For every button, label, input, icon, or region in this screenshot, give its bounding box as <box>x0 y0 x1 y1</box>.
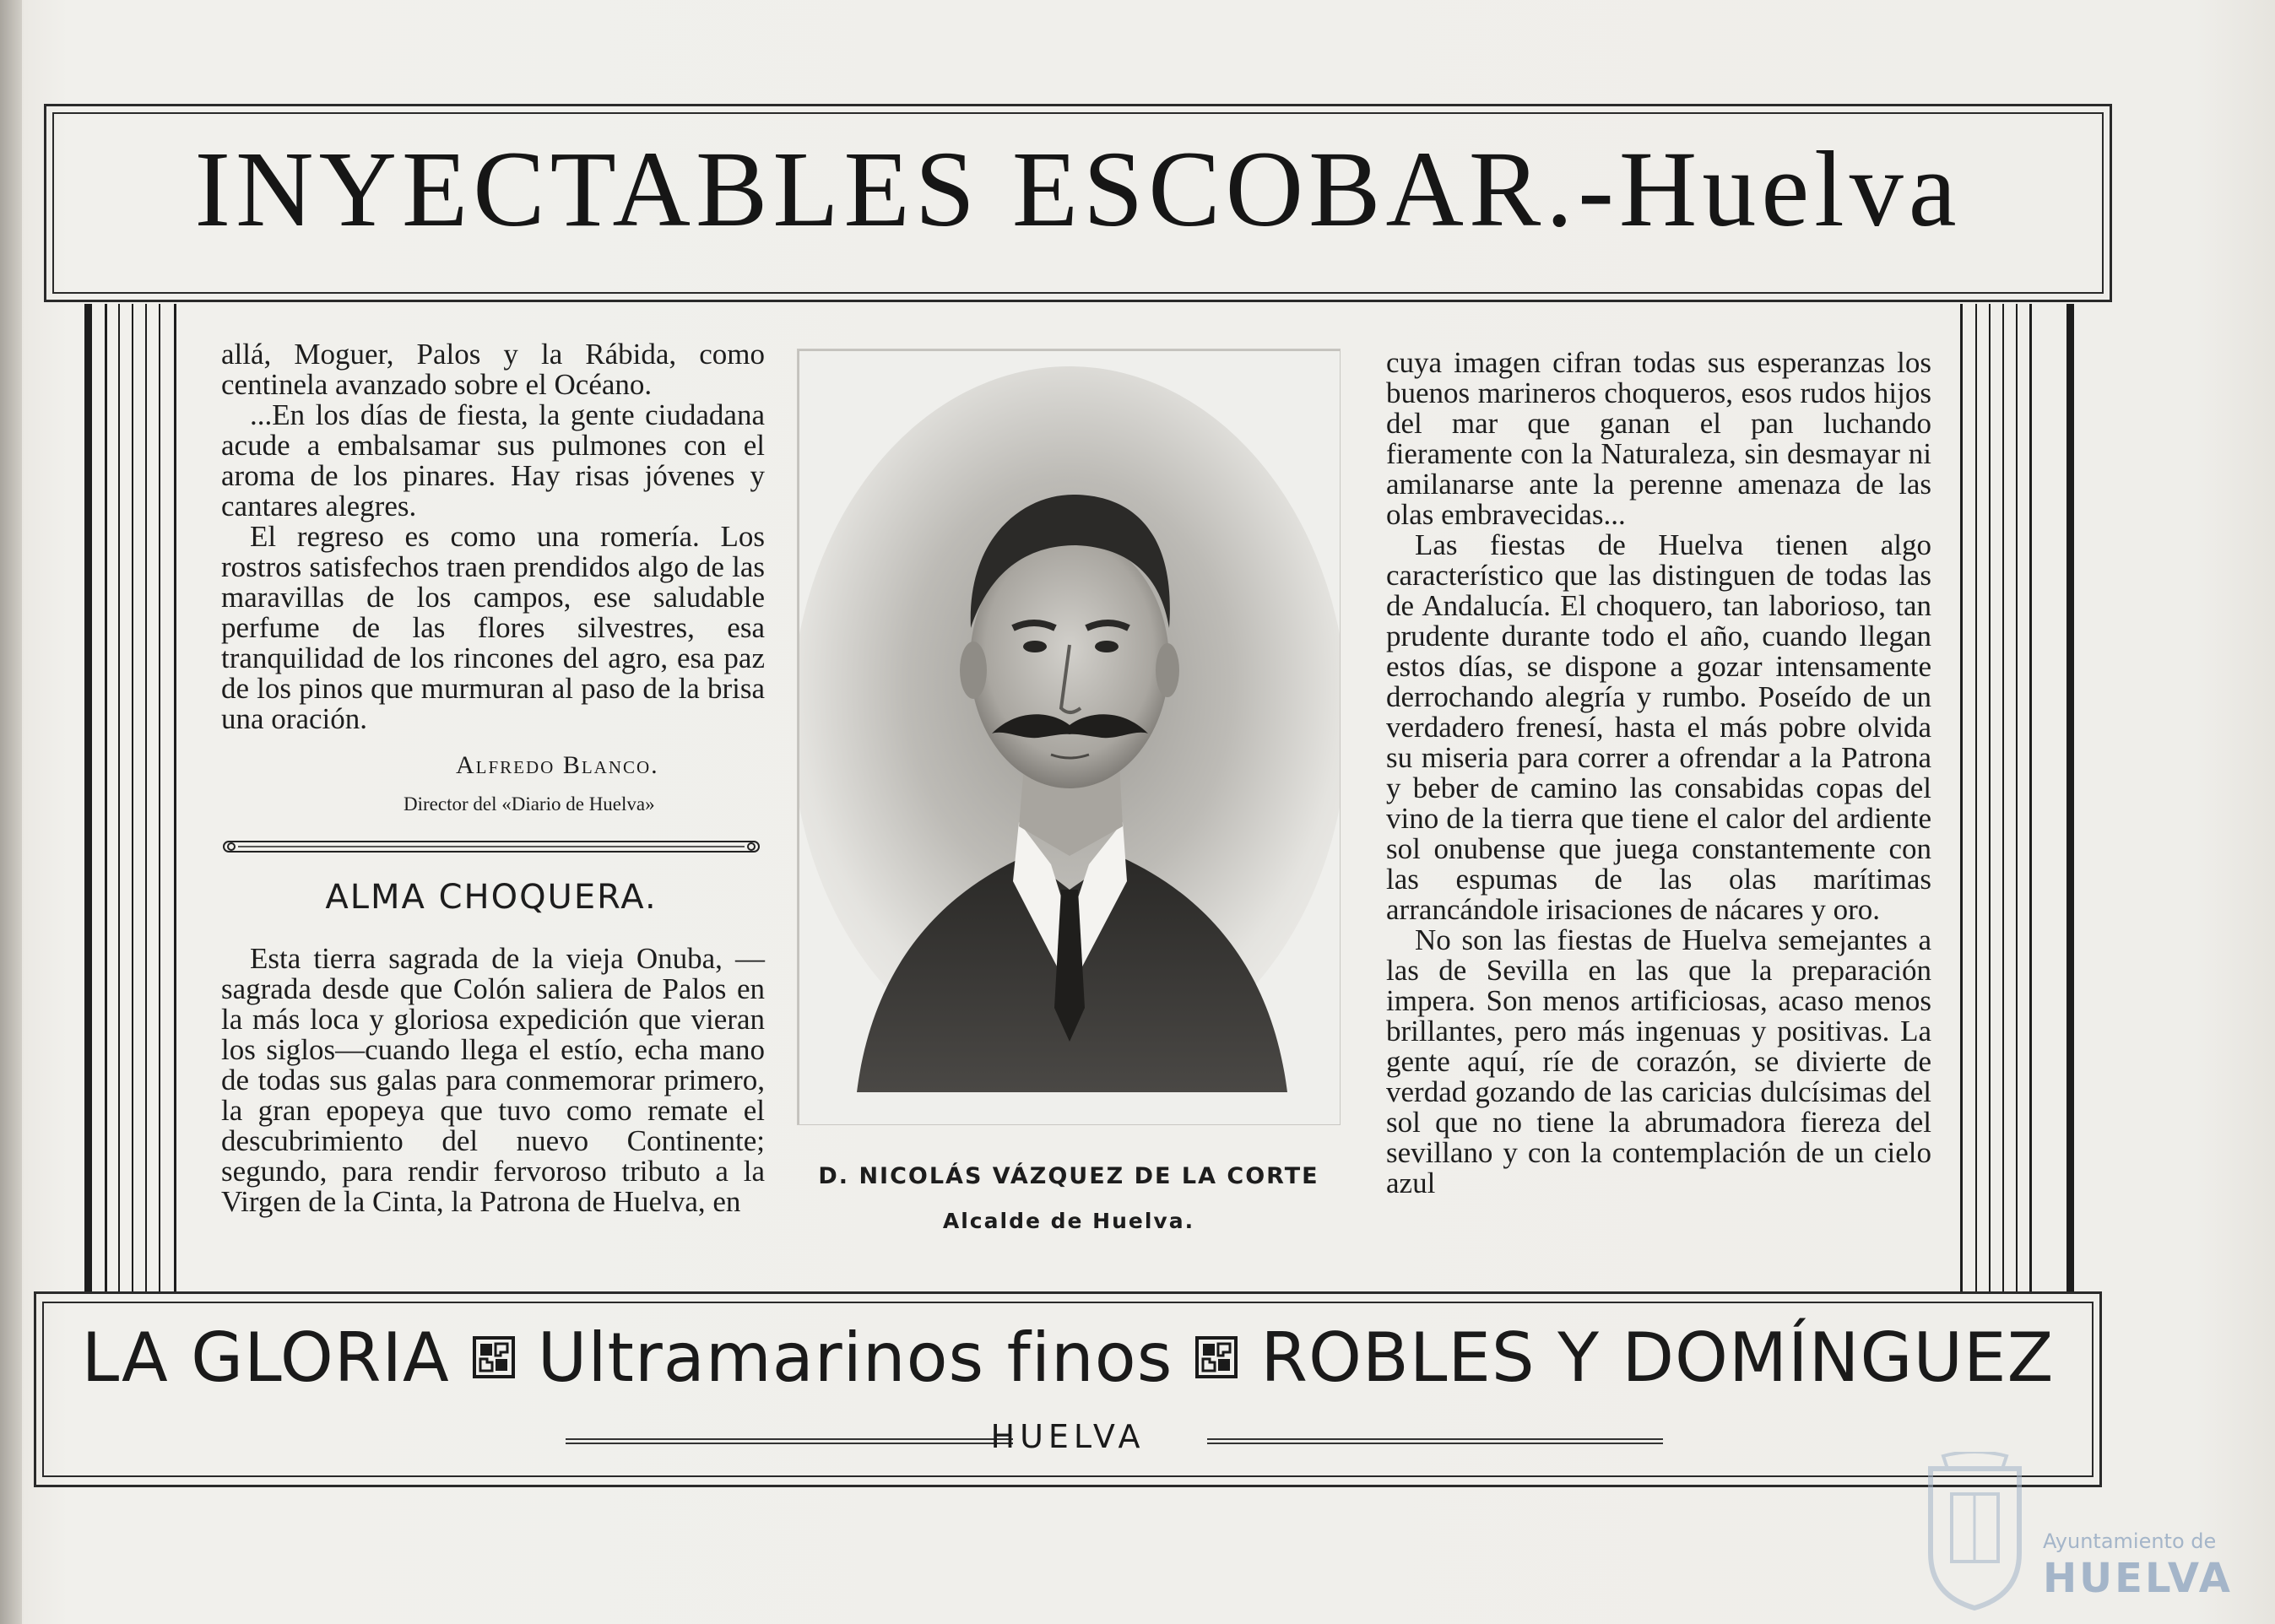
paragraph: Las fiestas de Huelva tienen algo característico que las distinguen de todas las de Andalucía. El choquero, tan laborioso, tan prudente durante todo el año, cuando llegan estos días, se dispone a gozar intensamente derrochando alegría y rumbo. Poseído de un verdadero frenesí, hasta el más pobre olvida su miseria para correr a ofrendar a la Patrona y beber de camino las consabidas copas del vino de la tierra que tiene el calor del ardiente sol onubense que juega constantemente con las espumas de las olas marítimas arrancándole irisaciones de nácares y oro. <box>1386 528 1931 926</box>
watermark-line2: HUELVA <box>2043 1555 2233 1602</box>
left-rule-thin <box>174 304 176 1291</box>
paragraph: Esta tierra sagrada de la vieja Onuba, —sagrada desde que Colón saliera de Palos en la más loca y gloriosa expedición que vieran los siglos—cuando llega el estío, echa mano de todas sus galas para conmemorar primero, la gran epopeya que tuvo como remate el descubrimiento del nuevo Continente; segundo, para rendir fervoroso tributo a la Virgen de la Cinta, la Patrona de Huelva, en <box>221 942 765 1218</box>
left-column-bottom <box>221 944 765 1217</box>
footer-product: Ultramarinos finos <box>537 1318 1173 1397</box>
portrait-drawing <box>798 349 1341 1125</box>
left-rule-thin <box>132 304 133 1291</box>
paragraph: No son las fiestas de Huelva semejantes a las de Sevilla en las que la preparación impera. Son menos artificiosas, acaso menos brillantes, pero más ingenuas y positivas. La gente aquí, ríe de corazón, se divierte de verdad gozando de las caricias dulcísimas del sol que no tiene la abrumadora fiereza del sevillano y con la contemplación de un cielo azul <box>1386 923 1931 1199</box>
left-rule-thin <box>145 304 147 1291</box>
left-rule-thin <box>159 304 160 1291</box>
watermark-line1: Ayuntamiento de <box>2043 1529 2217 1553</box>
right-rule-thin <box>2002 304 2004 1291</box>
right-rule-thin <box>1975 304 1977 1291</box>
right-rule-thin <box>1960 304 1963 1291</box>
ornament-icon <box>1194 1335 1238 1379</box>
ornament-icon <box>472 1335 516 1379</box>
footer-ad-line <box>42 1311 2094 1404</box>
signature-name: Alfredo Blanco. <box>456 751 659 779</box>
footer-city: HUELVA <box>990 1418 1146 1455</box>
portrait-photo <box>797 349 1341 1125</box>
section-divider <box>221 837 761 856</box>
section-title: ALMA CHOQUERA. <box>325 878 658 917</box>
right-rule-thin <box>2029 304 2032 1291</box>
signature-role: Director del «Diario de Huelva» <box>404 793 655 815</box>
right-rule-thick <box>2066 304 2074 1291</box>
page-spine <box>0 0 22 1624</box>
header-title: INYECTABLES ESCOBAR.-Huelva <box>194 129 1962 249</box>
left-column-top <box>221 339 765 734</box>
portrait-caption-name: D. NICOLÁS VÁZQUEZ DE LA CORTE <box>818 1163 1319 1189</box>
paragraph: allá, Moguer, Palos y la Rábida, como centinela avanzado sobre el Océano. <box>221 338 765 401</box>
paragraph: cuya imagen cifran todas sus esperanzas los buenos marineros choqueros, esos rudos hijos del mar que ganan el pan luchando fieramente con la Naturaleza, sin desmayar ni amilanarse ante la perenne amenaza de las olas embravecidas... <box>1386 346 1931 531</box>
right-rule-thin <box>1989 304 1991 1291</box>
left-rule-thick <box>84 304 92 1291</box>
footer-city-row <box>42 1418 2094 1460</box>
left-rule-thin <box>105 304 107 1291</box>
left-rule-thin <box>118 304 120 1291</box>
right-rule-thin <box>2016 304 2018 1291</box>
paragraph: ...En los días de fiesta, la gente ciudadana acude a embalsamar sus pulmones con el aroma de los pinares. Hay risas jóvenes y cantares alegres. <box>221 398 765 522</box>
footer-brand: LA GLORIA <box>81 1318 450 1397</box>
portrait-caption-role: Alcalde de Huelva. <box>942 1209 1195 1233</box>
footer-company: ROBLES Y DOMÍNGUEZ <box>1260 1318 2055 1397</box>
right-column <box>1386 348 1931 1199</box>
paragraph: El regreso es como una romería. Los rostros satisfechos traen prendidos algo de las maravillas de los campos, ese saludable perfume de las flores silvestres, esa tranquilidad de los rincones del agro, esa paz de los pinos que murmuran al paso de la brisa una oración. <box>221 520 765 735</box>
